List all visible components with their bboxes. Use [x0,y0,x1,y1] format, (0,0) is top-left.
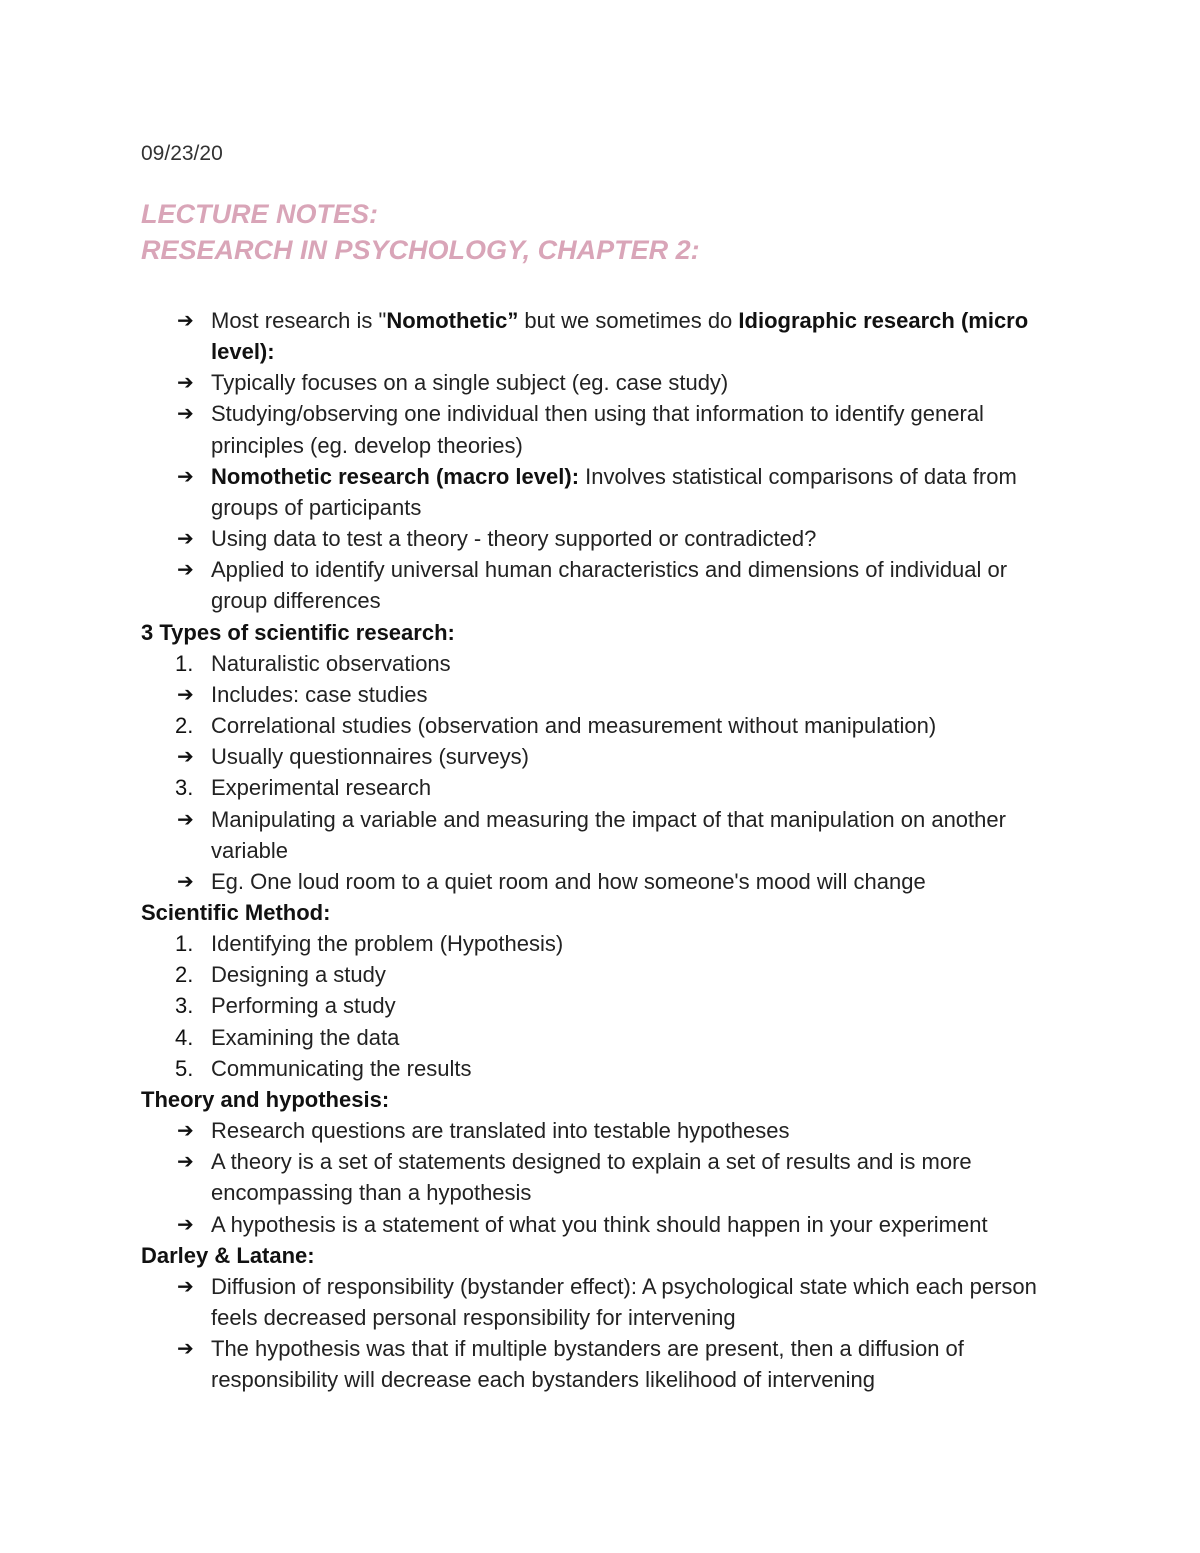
item-text: Diffusion of responsibility (bystander effect): A psychological state which each person feels decreased personal responsibility for intervening [211,1273,1037,1330]
bold-term: Nomothetic research (macro level): [211,463,580,489]
numbered-item [141,959,1061,990]
bullet-item [141,305,1061,367]
arrow-bullet-icon: ➔ [177,401,194,426]
list-number: 5. [175,1055,194,1081]
list-number: 1. [175,650,194,676]
numbered-item [141,990,1061,1021]
item-text: Correlational studies (observation and measurement without manipulation) [211,713,937,739]
bold-term: Nomothetic” [386,308,519,333]
title-line-1: LECTURE NOTES: [141,199,379,229]
arrow-bullet-icon: ➔ [177,806,194,831]
list-number: 3. [175,993,194,1019]
arrow-bullet-icon: ➔ [177,1336,194,1361]
item-text: Examining the data [211,1024,400,1050]
bullet-item [141,741,1061,772]
item-text: Identifying the problem (Hypothesis) [211,931,564,957]
item-text: Experimental research [211,775,432,801]
item-text: Research questions are translated into testable hypotheses [211,1118,790,1144]
item-text: Eg. One loud room to a quiet room and how someone's mood will change [211,868,926,894]
numbered-item [141,648,1061,679]
arrow-bullet-icon: ➔ [177,370,194,395]
bullet-text [211,308,1028,364]
bullet-item [141,1209,1061,1240]
text-segment: but we sometimes do [518,308,739,333]
arrow-bullet-icon: ➔ [177,463,194,488]
item-text: Designing a study [211,962,386,988]
bullet-text [211,401,984,457]
list-number: 3. [175,775,194,801]
bullet-item [141,367,1061,398]
text-segment: Studying/observing one individual then using that information to identify general principles (eg. develop theories) [211,401,984,458]
item-text: A theory is a set of statements designed to explain a set of results and is more encompassing than a hypothesis [211,1149,972,1206]
text-segment: Typically focuses on a single subject (eg. case study) [211,370,729,396]
bullet-item [141,523,1061,554]
item-text: Communicating the results [211,1055,472,1081]
arrow-bullet-icon: ➔ [177,1211,194,1236]
bullet-item [141,554,1061,616]
bullet-item [141,1333,1061,1395]
arrow-bullet-icon: ➔ [177,744,194,769]
list-number: 2. [175,713,194,739]
text-segment: Using data to test a theory - theory supported or contradicted? [211,526,817,552]
bullet-item [141,1271,1061,1333]
arrow-bullet-icon: ➔ [177,681,194,706]
bullet-text [211,557,1007,613]
bullet-item [141,398,1061,460]
note-date: 09/23/20 [141,142,223,165]
section-heading: Scientific Method: [141,899,331,925]
section-heading: 3 Types of scientific research: [141,619,455,645]
item-text: The hypothesis was that if multiple bystanders are present, then a diffusion of responsibility will decrease each bystanders likelihood of intervening [211,1336,964,1393]
bullet-text [211,370,728,395]
arrow-bullet-icon: ➔ [177,526,194,551]
list-number: 4. [175,1024,194,1050]
item-text: Usually questionnaires (surveys) [211,744,529,770]
bullet-text [211,464,1017,520]
item-text: Naturalistic observations [211,650,451,676]
numbered-item [141,772,1061,803]
notes-body [141,305,1061,1395]
list-number: 2. [175,962,194,988]
bullet-text [211,526,816,551]
text-segment: Applied to identify universal human characteristics and dimensions of individual or group differences [211,557,1008,614]
section-heading: Darley & Latane: [141,1242,315,1268]
title-line-2: RESEARCH IN PSYCHOLOGY, CHAPTER 2: [141,235,700,265]
arrow-bullet-icon: ➔ [177,1273,194,1298]
item-text: Manipulating a variable and measuring the impact of that manipulation on another variable [211,806,1006,863]
bullet-item [141,1115,1061,1146]
bullet-item [141,866,1061,897]
numbered-item [141,710,1061,741]
bullet-item [141,1146,1061,1208]
numbered-item [141,1022,1061,1053]
bold-term: Idiographic research (micro level): [211,308,1029,365]
item-text: A hypothesis is a statement of what you think should happen in your experiment [211,1211,988,1237]
bullet-item [141,804,1061,866]
arrow-bullet-icon: ➔ [177,868,194,893]
text-segment: Involves statistical comparisons of data from groups of participants [211,463,1017,520]
arrow-bullet-icon: ➔ [177,1118,194,1143]
arrow-bullet-icon: ➔ [177,308,194,332]
bullet-item [141,679,1061,710]
arrow-bullet-icon: ➔ [177,557,194,582]
section-heading: Theory and hypothesis: [141,1086,390,1112]
item-text: Includes: case studies [211,681,428,707]
text-segment: Most research is " [211,308,387,333]
numbered-item [141,1053,1061,1084]
list-number: 1. [175,931,194,957]
numbered-item [141,928,1061,959]
item-text: Performing a study [211,993,396,1019]
bullet-item [141,461,1061,523]
arrow-bullet-icon: ➔ [177,1149,194,1174]
